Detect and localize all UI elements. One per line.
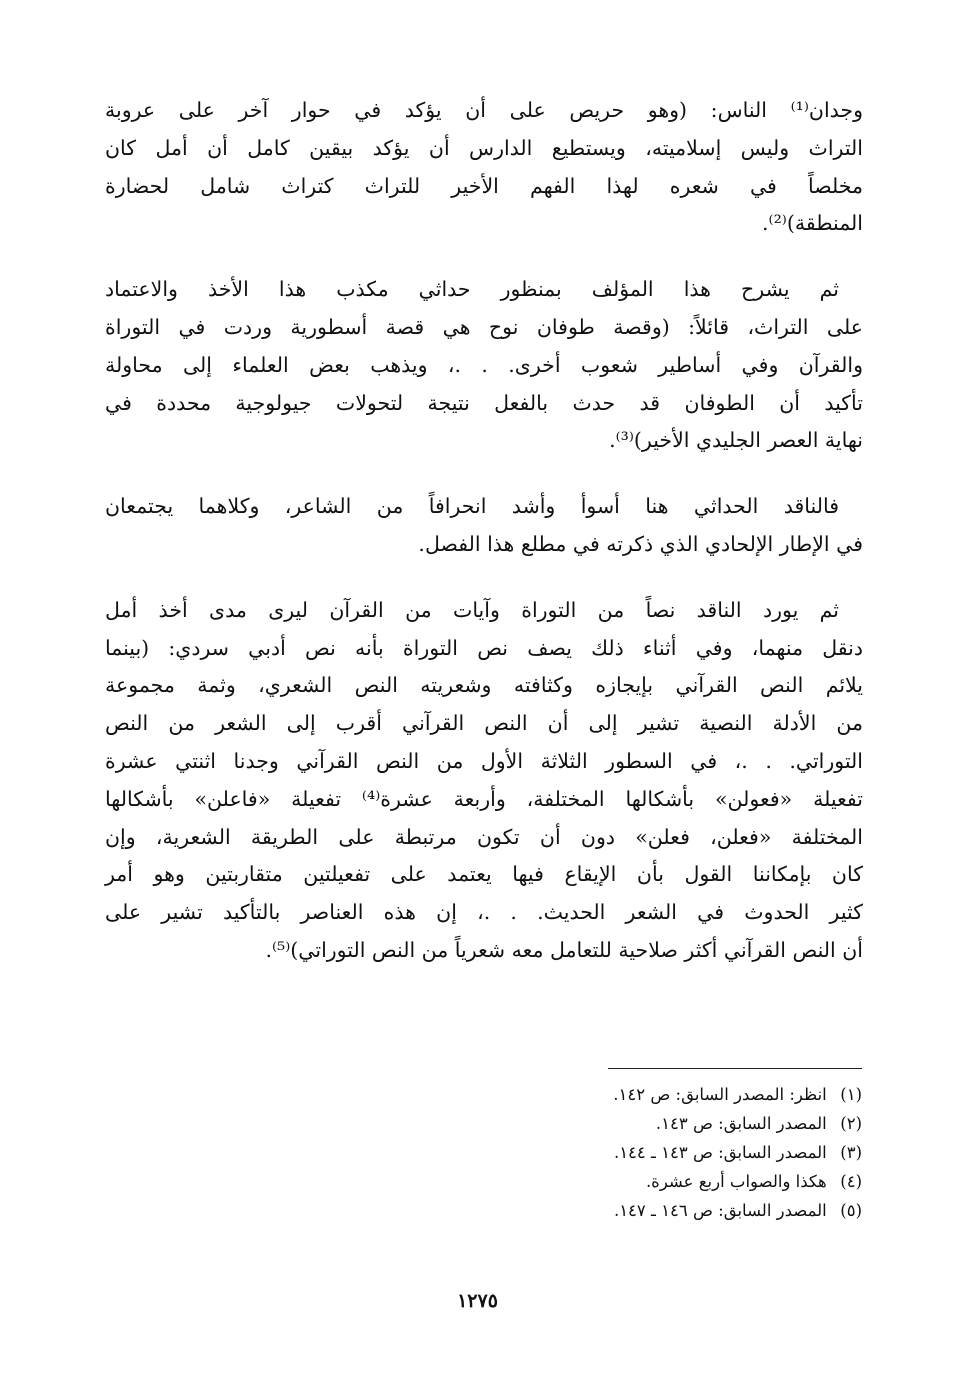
- text-line: التوراتي. . .، في السطور الثلاثة الأول من النص القرآني وجدنا اثنتي عشرة: [105, 748, 863, 773]
- text-line: المنطقة)⁽²⁾.: [762, 211, 863, 236]
- footnote-item: [420, 1167, 862, 1196]
- text-line: نهاية العصر الجليدي الأخير)⁽³⁾.: [609, 428, 863, 453]
- footnote-number: (٣): [840, 1143, 862, 1162]
- text-line: كثير الحدوث في الشعر الحديث. . .، إن هذه العناصر بالتأكيد تشير على: [105, 900, 863, 925]
- text-line: على التراث، قائلاً: (وقصة طوفان نوح هي قصة أسطورية وردت في التوراة: [105, 314, 863, 339]
- footnote-number: (٢): [840, 1114, 862, 1133]
- footnotes-list: [420, 1080, 862, 1225]
- main-text: [105, 92, 863, 970]
- paragraph-3: [105, 488, 863, 564]
- text-line: من الأدلة النصية تشير إلى أن النص القرآني أقرب إلى الشعر من النص: [105, 711, 863, 736]
- footnote-number: (٥): [840, 1201, 862, 1220]
- footnote-text: المصدر السابق: ص ١٤٣.: [655, 1114, 827, 1133]
- text-line: كان بإمكاننا القول بأن الإيقاع فيها يعتمد على تفعيلتين متقاربتين وهو أمر: [105, 862, 863, 887]
- text-line: في الإطار الإلحادي الذي ذكرته في مطلع هذا الفصل.: [418, 531, 863, 556]
- text-line: تأكيد أن الطوفان قد حدث بالفعل نتيجة لتحولات جيولوجية محددة في: [105, 390, 863, 415]
- text-line: ثم يورد الناقد نصاً من التوراة وآيات من القرآن ليرى مدى أخذ أمل: [105, 597, 839, 622]
- text-line: وجدان⁽¹⁾ الناس: (وهو حريص على أن يؤكد في حوار آخر على عروبة: [105, 98, 863, 122]
- footnote-text: المصدر السابق: ص ١٤٦ ـ ١٤٧.: [613, 1201, 827, 1220]
- text-line: المختلفة «فعلن، فعلن» دون أن تكون مرتبطة على الطريقة الشعرية، وإن: [105, 824, 863, 849]
- text-line: ثم يشرح هذا المؤلف بمنظور حداثي مكذب هذا الأخذ والاعتماد: [105, 277, 839, 302]
- text-line: التراث وليس إسلاميته، ويستطيع الدارس أن يؤكد بيقين كامل أن أمل كان: [105, 135, 863, 160]
- footnote-text: هكذا والصواب أربع عشرة.: [645, 1172, 827, 1191]
- text-line: دنقل منهما، وفي أثناء ذلك يصف نص التوراة بأنه نص أدبي سردي: (بينما: [105, 635, 863, 660]
- page-number: ١٢٧٥: [457, 1290, 498, 1312]
- text-line: فالناقد الحداثي هنا أسوأ وأشد انحرافاً من الشاعر، وكلاهما يجتمعان: [105, 494, 839, 519]
- text-line: تفعيلة «فعولن» بأشكالها المختلفة، وأربعة عشرة⁽⁴⁾ تفعيلة «فاعلن» بأشكالها: [105, 786, 864, 811]
- footnote-number: (١): [840, 1085, 862, 1104]
- footnote-divider: [608, 1068, 862, 1069]
- footnote-item: [420, 1080, 862, 1109]
- footnote-item: [420, 1196, 862, 1225]
- footnote-item: [420, 1138, 862, 1167]
- text-line: أن النص القرآني أكثر صلاحية للتعامل معه شعرياً من النص التوراتي)⁽⁵⁾.: [265, 937, 863, 962]
- paragraph-2: [105, 271, 863, 460]
- paragraph-4: [105, 592, 863, 970]
- footnote-text: انظر: المصدر السابق: ص ١٤٢.: [613, 1085, 827, 1104]
- footnote-item: [420, 1109, 862, 1138]
- text-line: مخلصاً في شعره لهذا الفهم الأخير للتراث كتراث شامل لحضارة: [105, 173, 863, 198]
- text-line: والقرآن وفي أساطير شعوب أخرى. . .، ويذهب بعض العلماء إلى محاولة: [105, 352, 863, 377]
- footnote-text: المصدر السابق: ص ١٤٣ ـ ١٤٤.: [613, 1143, 827, 1162]
- footnote-number: (٤): [840, 1172, 862, 1191]
- text-line: يلائم النص القرآني بإيجازه وكثافته وشعريته النص الشعري، وثمة مجموعة: [105, 673, 863, 698]
- paragraph-1: [105, 92, 863, 243]
